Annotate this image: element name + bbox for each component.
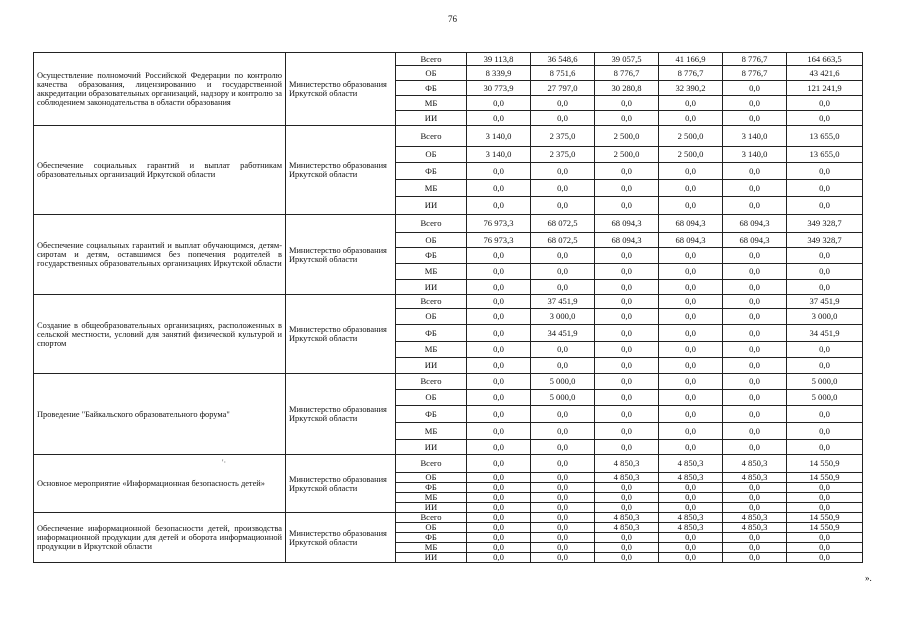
year-value: 0,0	[595, 264, 659, 280]
year-value: 0,0	[659, 533, 723, 543]
year-value: 0,0	[467, 455, 531, 473]
year-value: 0,0	[595, 325, 659, 342]
funding-source: МБ	[396, 264, 467, 280]
year-value: 0,0	[659, 406, 723, 423]
year-value: 0,0	[723, 111, 787, 126]
total-value: 13 655,0	[787, 126, 863, 147]
responsible-org: Министерство образования Иркутской области	[286, 215, 396, 295]
activity-name: Создание в общеобразовательных организациях, расположенных в сельской местности, условий для занятий физической культурой и спортом	[34, 295, 286, 374]
year-value: 0,0	[595, 390, 659, 406]
year-value: 4 850,3	[659, 513, 723, 523]
year-value: 0,0	[531, 358, 595, 374]
year-value: 68 072,5	[531, 233, 595, 248]
year-value: 68 072,5	[531, 215, 595, 233]
year-value: 0,0	[467, 390, 531, 406]
total-value: 0,0	[787, 111, 863, 126]
year-value: 2 500,0	[595, 126, 659, 147]
total-value: 37 451,9	[787, 295, 863, 309]
table-body	[34, 53, 863, 563]
year-value: 4 850,3	[595, 513, 659, 523]
year-value: 0,0	[531, 264, 595, 280]
year-value: 0,0	[467, 374, 531, 390]
funding-source: ФБ	[396, 325, 467, 342]
year-value: 5 000,0	[531, 390, 595, 406]
year-value: 0,0	[595, 533, 659, 543]
year-value: 0,0	[659, 325, 723, 342]
year-value: 0,0	[723, 423, 787, 440]
year-value: 4 850,3	[659, 523, 723, 533]
year-value: 0,0	[531, 163, 595, 180]
total-value: 0,0	[787, 553, 863, 563]
year-value: 0,0	[595, 295, 659, 309]
year-value: 0,0	[659, 358, 723, 374]
year-value: 0,0	[467, 440, 531, 455]
funding-source: МБ	[396, 543, 467, 553]
total-value: 14 550,9	[787, 523, 863, 533]
year-value: 0,0	[595, 543, 659, 553]
year-value: 0,0	[531, 523, 595, 533]
year-value: 0,0	[723, 374, 787, 390]
year-value: 2 375,0	[531, 126, 595, 147]
total-value: 0,0	[787, 406, 863, 423]
total-value: 121 241,9	[787, 81, 863, 96]
year-value: 0,0	[659, 163, 723, 180]
scan-artifact: '·	[222, 458, 227, 467]
total-value: 14 550,9	[787, 455, 863, 473]
funding-source: Всего	[396, 374, 467, 390]
total-value: 0,0	[787, 342, 863, 358]
funding-source: ФБ	[396, 81, 467, 96]
funding-source: Всего	[396, 126, 467, 147]
year-value: 2 500,0	[659, 147, 723, 163]
year-value: 39 057,5	[595, 53, 659, 66]
year-value: 0,0	[723, 390, 787, 406]
year-value: 0,0	[659, 553, 723, 563]
total-value: 164 663,5	[787, 53, 863, 66]
total-value: 0,0	[787, 180, 863, 197]
year-value: 0,0	[659, 493, 723, 503]
year-value: 0,0	[595, 493, 659, 503]
year-value: 0,0	[659, 295, 723, 309]
year-value: 68 094,3	[595, 215, 659, 233]
year-value: 76 973,3	[467, 215, 531, 233]
year-value: 0,0	[723, 342, 787, 358]
year-value: 0,0	[595, 309, 659, 325]
total-value: 0,0	[787, 163, 863, 180]
funding-source: ИИ	[396, 358, 467, 374]
funding-source: ОБ	[396, 147, 467, 163]
year-value: 0,0	[467, 358, 531, 374]
year-value: 0,0	[595, 342, 659, 358]
year-value: 0,0	[659, 248, 723, 264]
year-value: 0,0	[723, 163, 787, 180]
year-value: 0,0	[467, 493, 531, 503]
year-value: 3 000,0	[531, 309, 595, 325]
year-value: 0,0	[595, 180, 659, 197]
funding-source: ФБ	[396, 406, 467, 423]
year-value: 3 140,0	[723, 126, 787, 147]
year-value: 8 339,9	[467, 66, 531, 81]
table-row	[34, 455, 863, 473]
year-value: 0,0	[467, 197, 531, 215]
total-value: 0,0	[787, 96, 863, 111]
total-value: 0,0	[787, 358, 863, 374]
year-value: 0,0	[659, 374, 723, 390]
year-value: 4 850,3	[723, 523, 787, 533]
table-row	[34, 215, 863, 233]
year-value: 0,0	[659, 111, 723, 126]
year-value: 3 140,0	[723, 147, 787, 163]
funding-source: МБ	[396, 180, 467, 197]
year-value: 4 850,3	[723, 473, 787, 483]
table-row	[34, 513, 863, 523]
funding-source: ИИ	[396, 197, 467, 215]
responsible-org: Министерство образования Иркутской области	[286, 53, 396, 126]
year-value: 0,0	[467, 533, 531, 543]
year-value: 8 776,7	[723, 53, 787, 66]
funding-source: МБ	[396, 96, 467, 111]
year-value: 4 850,3	[659, 455, 723, 473]
funding-source: ИИ	[396, 503, 467, 513]
total-value: 0,0	[787, 493, 863, 503]
year-value: 0,0	[723, 248, 787, 264]
funding-source: МБ	[396, 493, 467, 503]
responsible-org: Министерство образования Иркутской области	[286, 295, 396, 374]
year-value: 0,0	[467, 280, 531, 295]
year-value: 0,0	[659, 309, 723, 325]
year-value: 0,0	[723, 309, 787, 325]
year-value: 32 390,2	[659, 81, 723, 96]
year-value: 4 850,3	[595, 455, 659, 473]
year-value: 0,0	[531, 473, 595, 483]
year-value: 0,0	[467, 473, 531, 483]
year-value: 0,0	[659, 280, 723, 295]
total-value: 0,0	[787, 264, 863, 280]
year-value: 0,0	[723, 553, 787, 563]
year-value: 0,0	[595, 406, 659, 423]
year-value: 0,0	[723, 295, 787, 309]
funding-source: ОБ	[396, 473, 467, 483]
year-value: 4 850,3	[595, 473, 659, 483]
year-value: 0,0	[531, 493, 595, 503]
year-value: 0,0	[467, 406, 531, 423]
funding-source: Всего	[396, 513, 467, 523]
year-value: 0,0	[659, 197, 723, 215]
total-value: 13 655,0	[787, 147, 863, 163]
total-value: 3 000,0	[787, 309, 863, 325]
year-value: 0,0	[723, 493, 787, 503]
total-value: 0,0	[787, 543, 863, 553]
year-value: 0,0	[723, 96, 787, 111]
year-value: 0,0	[467, 483, 531, 493]
year-value: 0,0	[723, 197, 787, 215]
activity-name: Основное мероприятие «Информационная безопасность детей»	[34, 455, 286, 513]
year-value: 0,0	[467, 513, 531, 523]
year-value: 0,0	[467, 264, 531, 280]
year-value: 0,0	[467, 295, 531, 309]
year-value: 2 500,0	[659, 126, 723, 147]
year-value: 0,0	[659, 423, 723, 440]
year-value: 68 094,3	[659, 233, 723, 248]
year-value: 0,0	[595, 280, 659, 295]
year-value: 0,0	[467, 111, 531, 126]
year-value: 0,0	[595, 163, 659, 180]
total-value: 0,0	[787, 423, 863, 440]
funding-source: ИИ	[396, 553, 467, 563]
table-row	[34, 126, 863, 147]
year-value: 8 776,7	[723, 66, 787, 81]
year-value: 0,0	[723, 180, 787, 197]
year-value: 8 776,7	[659, 66, 723, 81]
responsible-org: Министерство образования Иркутской области	[286, 455, 396, 513]
year-value: 0,0	[531, 342, 595, 358]
year-value: 0,0	[531, 180, 595, 197]
funding-source: ОБ	[396, 233, 467, 248]
total-value: 349 328,7	[787, 215, 863, 233]
total-value: 43 421,6	[787, 66, 863, 81]
funding-source: ИИ	[396, 440, 467, 455]
year-value: 0,0	[595, 248, 659, 264]
year-value: 0,0	[723, 533, 787, 543]
total-value: 349 328,7	[787, 233, 863, 248]
year-value: 0,0	[467, 523, 531, 533]
year-value: 5 000,0	[531, 374, 595, 390]
funding-source: ОБ	[396, 309, 467, 325]
year-value: 0,0	[595, 553, 659, 563]
activity-name: Обеспечение социальных гарантий и выплат обучающимся, детям-сиротам и детям, оставшимся без попечения родителей в государственных образовательных организациях Иркутской области	[34, 215, 286, 295]
total-value: 14 550,9	[787, 473, 863, 483]
activity-name: Осуществление полномочий Российской Федерации по контролю качества образования, лицензированию и государственной аккредитации образовательных организаций, надзору и контролю за соблюдением законодательства в области образования	[34, 53, 286, 126]
year-value: 0,0	[531, 111, 595, 126]
year-value: 0,0	[723, 483, 787, 493]
year-value: 30 773,9	[467, 81, 531, 96]
year-value: 0,0	[531, 533, 595, 543]
closing-quote-mark: ».	[865, 573, 872, 583]
year-value: 2 375,0	[531, 147, 595, 163]
year-value: 0,0	[531, 197, 595, 215]
year-value: 0,0	[531, 553, 595, 563]
year-value: 0,0	[723, 503, 787, 513]
year-value: 4 850,3	[659, 473, 723, 483]
total-value: 5 000,0	[787, 390, 863, 406]
year-value: 0,0	[467, 248, 531, 264]
year-value: 0,0	[531, 440, 595, 455]
year-value: 0,0	[659, 342, 723, 358]
year-value: 36 548,6	[531, 53, 595, 66]
total-value: 5 000,0	[787, 374, 863, 390]
year-value: 0,0	[659, 96, 723, 111]
year-value: 0,0	[723, 406, 787, 423]
year-value: 0,0	[531, 543, 595, 553]
year-value: 0,0	[595, 503, 659, 513]
funding-source: ОБ	[396, 66, 467, 81]
year-value: 41 166,9	[659, 53, 723, 66]
year-value: 0,0	[531, 423, 595, 440]
year-value: 0,0	[659, 264, 723, 280]
year-value: 3 140,0	[467, 126, 531, 147]
year-value: 0,0	[467, 309, 531, 325]
responsible-org: Министерство образования Иркутской области	[286, 513, 396, 563]
year-value: 0,0	[467, 163, 531, 180]
year-value: 0,0	[595, 423, 659, 440]
year-value: 0,0	[723, 325, 787, 342]
funding-source: Всего	[396, 455, 467, 473]
funding-source: Всего	[396, 215, 467, 233]
year-value: 0,0	[467, 96, 531, 111]
total-value: 0,0	[787, 483, 863, 493]
year-value: 0,0	[531, 96, 595, 111]
year-value: 0,0	[531, 513, 595, 523]
year-value: 68 094,3	[723, 215, 787, 233]
year-value: 76 973,3	[467, 233, 531, 248]
year-value: 34 451,9	[531, 325, 595, 342]
year-value: 0,0	[659, 440, 723, 455]
year-value: 37 451,9	[531, 295, 595, 309]
total-value: 0,0	[787, 533, 863, 543]
total-value: 0,0	[787, 280, 863, 295]
year-value: 0,0	[595, 96, 659, 111]
year-value: 4 850,3	[595, 523, 659, 533]
year-value: 8 776,7	[595, 66, 659, 81]
funding-source: ИИ	[396, 280, 467, 295]
year-value: 2 500,0	[595, 147, 659, 163]
year-value: 0,0	[659, 390, 723, 406]
responsible-org: Министерство образования Иркутской области	[286, 374, 396, 455]
funding-source: Всего	[396, 295, 467, 309]
year-value: 0,0	[723, 543, 787, 553]
year-value: 0,0	[467, 342, 531, 358]
year-value: 0,0	[723, 358, 787, 374]
year-value: 0,0	[467, 543, 531, 553]
year-value: 0,0	[467, 180, 531, 197]
funding-source: Всего	[396, 53, 467, 66]
year-value: 0,0	[595, 358, 659, 374]
year-value: 0,0	[467, 325, 531, 342]
year-value: 0,0	[531, 455, 595, 473]
page-number: 76	[448, 14, 457, 24]
funding-source: МБ	[396, 342, 467, 358]
total-value: 14 550,9	[787, 513, 863, 523]
year-value: 68 094,3	[595, 233, 659, 248]
year-value: 0,0	[531, 280, 595, 295]
total-value: 0,0	[787, 248, 863, 264]
year-value: 0,0	[595, 440, 659, 455]
activity-name: Проведение "Байкальского образовательного форума"	[34, 374, 286, 455]
year-value: 0,0	[531, 406, 595, 423]
table-row	[34, 53, 863, 66]
year-value: 0,0	[723, 264, 787, 280]
activity-name: Обеспечение информационной безопасности детей, производства информационной продукции для детей и оборота информационной продукции в Иркутской области	[34, 513, 286, 563]
funding-source: МБ	[396, 423, 467, 440]
responsible-org: Министерство образования Иркутской области	[286, 126, 396, 215]
budget-table	[33, 52, 863, 563]
year-value: 0,0	[659, 543, 723, 553]
year-value: 0,0	[595, 111, 659, 126]
year-value: 0,0	[659, 483, 723, 493]
year-value: 0,0	[659, 503, 723, 513]
funding-source: ОБ	[396, 523, 467, 533]
total-value: 0,0	[787, 440, 863, 455]
funding-source: ФБ	[396, 533, 467, 543]
year-value: 0,0	[723, 440, 787, 455]
year-value: 68 094,3	[723, 233, 787, 248]
year-value: 0,0	[467, 553, 531, 563]
table-row	[34, 295, 863, 309]
year-value: 39 113,8	[467, 53, 531, 66]
table-row	[34, 374, 863, 390]
year-value: 0,0	[723, 280, 787, 295]
year-value: 0,0	[595, 374, 659, 390]
funding-source: ФБ	[396, 163, 467, 180]
funding-source: ФБ	[396, 483, 467, 493]
year-value: 0,0	[595, 483, 659, 493]
year-value: 0,0	[467, 423, 531, 440]
year-value: 0,0	[531, 248, 595, 264]
total-value: 0,0	[787, 503, 863, 513]
year-value: 0,0	[531, 483, 595, 493]
funding-source: ИИ	[396, 111, 467, 126]
year-value: 0,0	[467, 503, 531, 513]
year-value: 27 797,0	[531, 81, 595, 96]
year-value: 68 094,3	[659, 215, 723, 233]
year-value: 4 850,3	[723, 455, 787, 473]
year-value: 0,0	[531, 503, 595, 513]
activity-name: Обеспечение социальных гарантий и выплат работникам образовательных организаций Иркутской области	[34, 126, 286, 215]
total-value: 0,0	[787, 197, 863, 215]
funding-source: ОБ	[396, 390, 467, 406]
funding-source: ФБ	[396, 248, 467, 264]
year-value: 0,0	[659, 180, 723, 197]
year-value: 8 751,6	[531, 66, 595, 81]
year-value: 0,0	[595, 197, 659, 215]
total-value: 34 451,9	[787, 325, 863, 342]
year-value: 4 850,3	[723, 513, 787, 523]
year-value: 3 140,0	[467, 147, 531, 163]
year-value: 0,0	[723, 81, 787, 96]
year-value: 30 280,8	[595, 81, 659, 96]
